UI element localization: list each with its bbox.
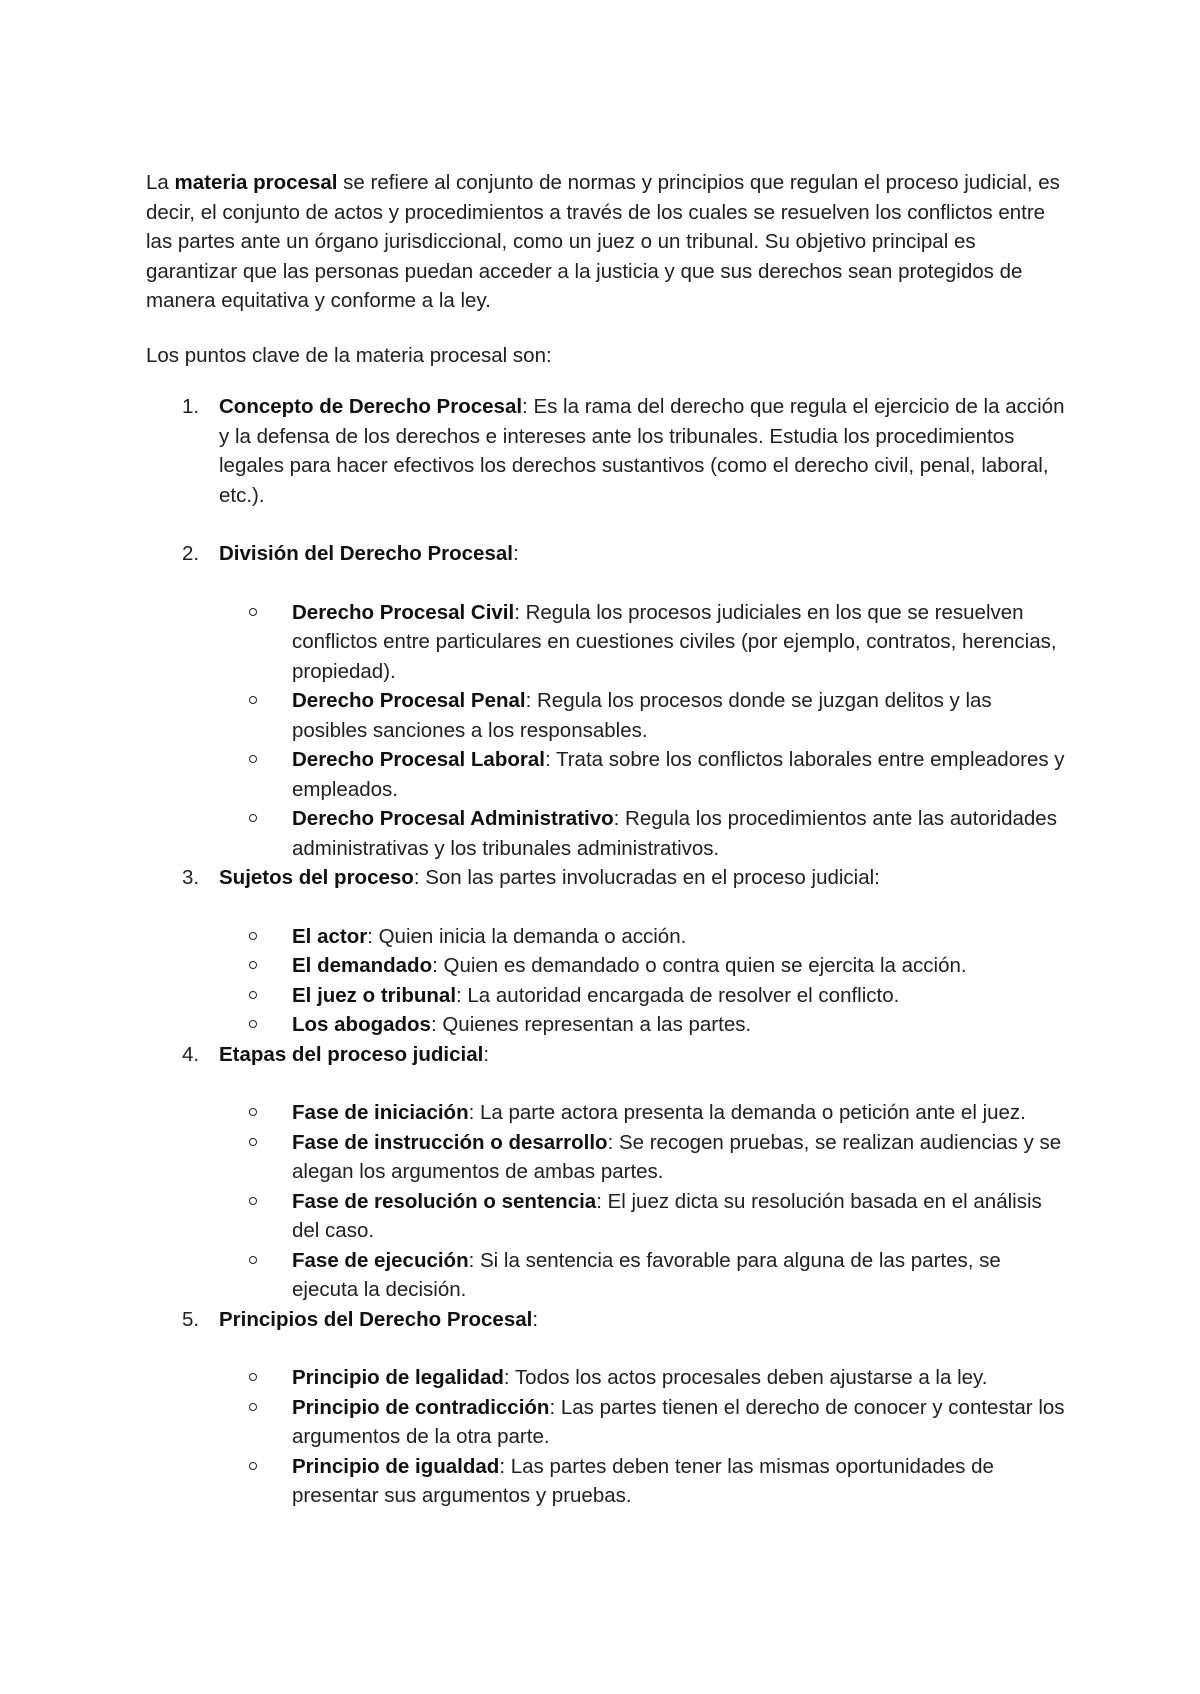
list-item <box>146 863 1066 1040</box>
sub-item-title: El juez o tribunal <box>292 983 457 1007</box>
sub-item-text: : Las partes tienen el derecho de conocer y contestar los argumentos de la otra parte. <box>292 1395 1065 1448</box>
sub-item-title: Fase de resolución o sentencia <box>292 1189 597 1213</box>
sub-list <box>219 922 1066 1040</box>
item-title: Concepto de Derecho Procesal <box>219 395 523 418</box>
item-title: Sujetos del proceso <box>219 866 414 889</box>
sub-list-item <box>219 951 1066 981</box>
item-text: : <box>532 1307 539 1331</box>
item-title: Principios del Derecho Procesal <box>219 1307 533 1331</box>
item-text: : Es la rama del derecho que regula el ejercicio de la acción y la defensa de los derechos e intereses ante los tribunales. Estudia los procedimientos legales para hacer efectivos los derechos sustantivos (como el derecho civil, penal, laboral, etc.). <box>219 395 1065 507</box>
sub-list-item <box>219 1393 1066 1452</box>
sub-item-text: : El juez dicta su resolución basada en el análisis del caso. <box>292 1189 1042 1242</box>
item-number: 5. <box>182 1307 200 1331</box>
sub-item-title: Fase de instrucción o desarrollo <box>292 1130 608 1154</box>
item-number: 3. <box>182 866 200 889</box>
sub-item-text: : Regula los procedimientos ante las autoridades administrativas y los tribunales administrativos. <box>292 807 1057 860</box>
sub-list-item <box>219 1246 1066 1305</box>
circle-bullet-icon <box>249 1462 257 1470</box>
list-item <box>146 1305 1066 1511</box>
sub-list-item <box>219 598 1066 687</box>
sub-item-title: Derecho Procesal Laboral <box>292 748 545 771</box>
sub-list-item <box>219 1452 1066 1511</box>
sub-item-title: El demandado <box>292 954 433 977</box>
list-item <box>146 392 1066 510</box>
sub-item-title: Los abogados <box>292 1013 431 1036</box>
circle-bullet-icon <box>249 991 257 999</box>
sub-item-text: : La parte actora presenta la demanda o petición ante el juez. <box>468 1101 1026 1124</box>
intro-paragraph <box>146 168 1066 316</box>
sub-item-text: : Regula los procesos judiciales en los que se resuelven conflictos entre particulares en cuestiones civiles (por ejemplo, contratos, herencias, propiedad). <box>292 600 1057 683</box>
circle-bullet-icon <box>249 932 257 940</box>
circle-bullet-icon <box>249 755 257 763</box>
key-points-list <box>146 392 1066 1511</box>
sub-item-text: : Trata sobre los conflictos laborales entre empleadores y empleados. <box>292 748 1065 801</box>
sub-item-text: : Regula los procesos donde se juzgan delitos y las posibles sanciones a los responsables. <box>292 689 992 742</box>
item-title: División del Derecho Procesal <box>219 542 513 565</box>
circle-bullet-icon <box>249 696 257 704</box>
circle-bullet-icon <box>249 1020 257 1028</box>
circle-bullet-icon <box>249 1197 257 1205</box>
item-text: : <box>483 1042 490 1066</box>
lead-sentence: Los puntos clave de la materia procesal son: <box>146 343 552 367</box>
sub-item-text: : Todos los actos procesales deben ajustarse a la ley. <box>503 1366 988 1389</box>
sub-item-text: : Quien inicia la demanda o acción. <box>367 924 687 948</box>
sub-list-item <box>219 1363 1066 1393</box>
circle-bullet-icon <box>249 1403 257 1411</box>
sub-list-item <box>219 1128 1066 1187</box>
item-number: 2. <box>182 542 200 565</box>
sub-item-title: Principio de igualdad <box>292 1454 500 1478</box>
sub-list-item <box>219 745 1066 804</box>
circle-bullet-icon <box>249 1138 257 1146</box>
sub-item-text: : Quien es demandado o contra quien se ejercita la acción. <box>432 954 967 977</box>
sub-list-item <box>219 1187 1066 1246</box>
item-title: Etapas del proceso judicial <box>219 1042 484 1066</box>
sub-list <box>219 598 1066 864</box>
circle-bullet-icon <box>249 814 257 822</box>
circle-bullet-icon <box>249 1373 257 1381</box>
sub-item-text: : Quienes representan a las partes. <box>430 1013 752 1036</box>
sub-list-item <box>219 922 1066 952</box>
item-text: : <box>512 542 519 565</box>
sub-item-title: Derecho Procesal Penal <box>292 689 526 712</box>
sub-list <box>219 1363 1066 1511</box>
sub-list-item <box>219 686 1066 745</box>
sub-item-text: : Se recogen pruebas, se realizan audiencias y se alegan los argumentos de ambas partes. <box>292 1130 1062 1183</box>
sub-item-text: : La autoridad encargada de resolver el conflicto. <box>456 983 900 1007</box>
sub-item-title: Derecho Procesal Civil <box>292 600 515 624</box>
circle-bullet-icon <box>249 1108 257 1116</box>
list-item <box>146 1040 1066 1305</box>
sub-item-text: : Las partes deben tener las mismas oportunidades de presentar sus argumentos y pruebas. <box>292 1454 994 1507</box>
intro-pre: La <box>146 171 175 194</box>
circle-bullet-icon <box>249 961 257 969</box>
intro-rest: se refiere al conjunto de normas y principios que regulan el proceso judicial, es decir, el conjunto de actos y procedimientos a través de los cuales se resuelven los conflictos entre las partes ante un órgano jurisdiccional, como un juez o un tribunal. Su objetivo principal es garantizar que las personas puedan acceder a la justicia y que sus derechos sean protegidos de manera equitativa y conforme a la ley. <box>146 171 1060 312</box>
sub-list-item <box>219 804 1066 863</box>
item-number: 4. <box>182 1042 200 1066</box>
sub-item-title: Derecho Procesal Administrativo <box>292 807 614 830</box>
sub-list-item <box>219 1098 1066 1128</box>
circle-bullet-icon <box>249 1256 257 1264</box>
intro-bold-term: materia procesal <box>174 171 338 194</box>
list-item <box>146 539 1066 863</box>
sub-list-item <box>219 1010 1066 1040</box>
sub-item-title: Fase de ejecución <box>292 1248 469 1272</box>
item-text: : Son las partes involucradas en el proceso judicial: <box>413 866 880 889</box>
sub-list <box>219 1098 1066 1305</box>
sub-item-title: El actor <box>292 924 368 948</box>
circle-bullet-icon <box>249 608 257 616</box>
sub-item-text: : Si la sentencia es favorable para alguna de las partes, se ejecuta la decisión. <box>292 1248 1001 1301</box>
sub-list-item <box>219 981 1066 1011</box>
item-number: 1. <box>182 395 200 418</box>
sub-item-title: Principio de legalidad <box>292 1366 504 1389</box>
sub-item-title: Principio de contradicción <box>292 1395 550 1419</box>
sub-item-title: Fase de iniciación <box>292 1101 469 1124</box>
document-page <box>146 168 1066 1511</box>
